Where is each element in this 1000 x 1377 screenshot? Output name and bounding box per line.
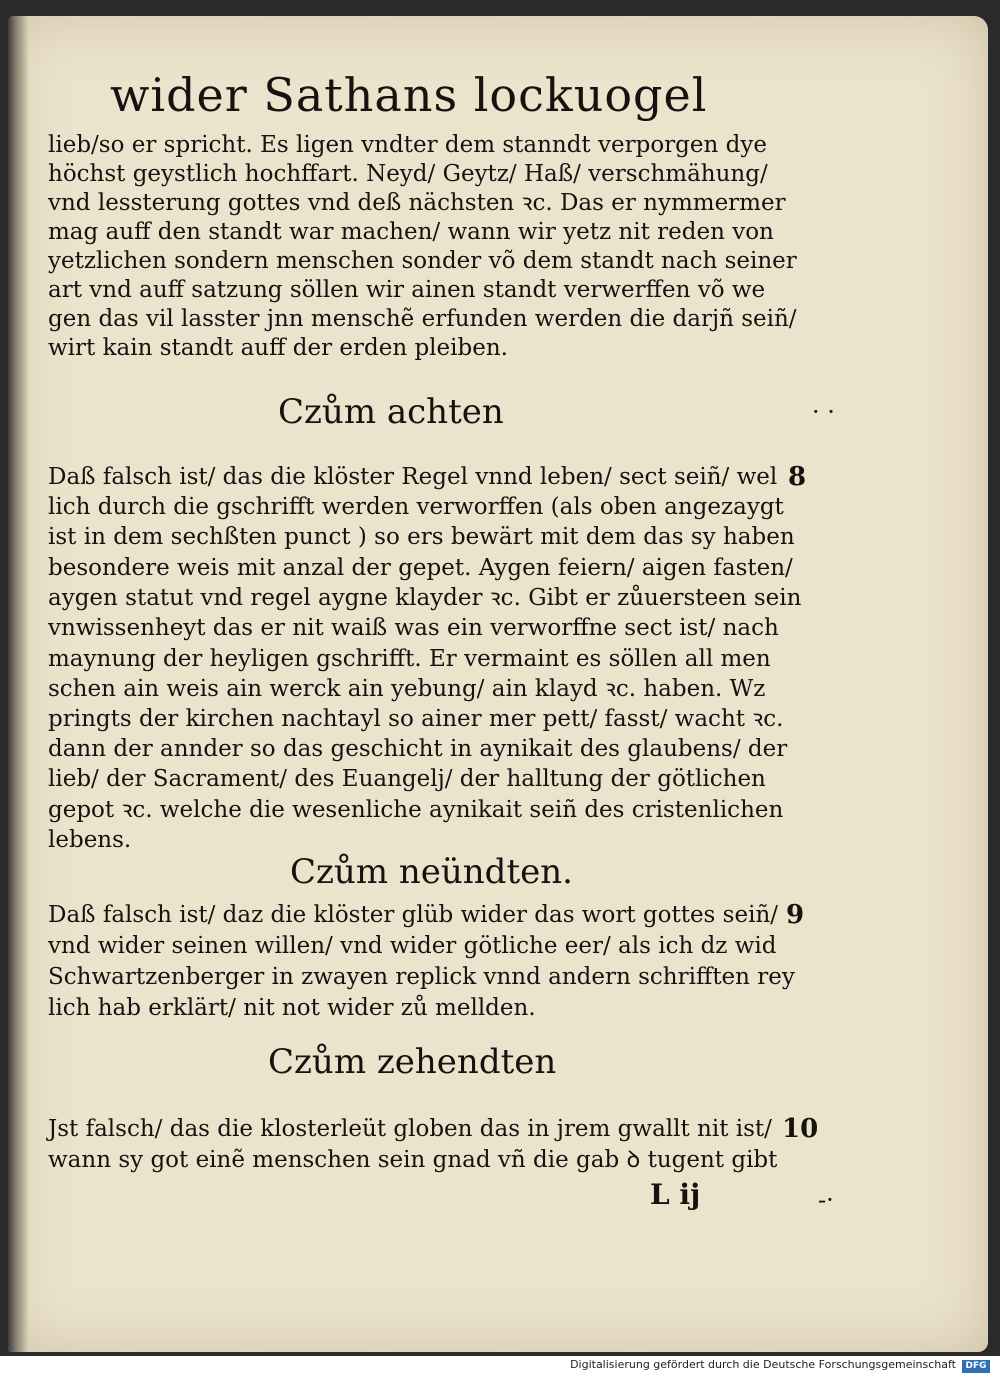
text-line: vnd wider seinen willen/ vnd wider götliche eer/ als ich dz wid [48, 933, 777, 959]
text-line: höchst geystlich hochffart. Neyd/ Geytz/ Haß/ verschmähung/ [48, 161, 768, 187]
stain-mark: · · [812, 398, 835, 426]
dfg-logo-icon: DFG [962, 1360, 990, 1373]
margin-number-9: 9 [786, 900, 805, 930]
text-line: maynung der heyligen gschrifft. Er vermaint es söllen all men [48, 646, 771, 672]
text-line: art vnd auff satzung söllen wir ainen standt verwerffen võ we [48, 277, 766, 303]
running-header: wider Sathans lockuogel [110, 68, 708, 122]
text-line: aygen statut vnd regel aygne klayder ꝛc. Gibt er zůuersteen sein [48, 585, 802, 611]
text-line: lich durch die gschrifft werden verworffen (als oben angezaygt [48, 494, 784, 520]
text-line: wann sy got einẽ menschen sein gnad vñ die gab ꝺ tugent gibt [48, 1147, 778, 1173]
text-line: mag auff den standt war machen/ wann wir yetz nit reden von [48, 219, 774, 245]
section-heading-9: Czům neündten. [290, 852, 573, 892]
section-heading-10: Czům zehendten [268, 1042, 557, 1082]
text-line: ist in dem sechßten punct ) so ers bewärt mit dem das sy haben [48, 524, 795, 550]
text-line: gepot ꝛc. welche die wesenliche aynikait seiñ des cristenlichen [48, 797, 784, 823]
text-line: gen das vil lasster jnn menschẽ erfunden werden die darjñ seiñ/ [48, 306, 797, 332]
section-heading-8: Czům achten [278, 392, 504, 432]
stain-mark: -· [818, 1186, 834, 1214]
text-line: Jst falsch/ das die klosterleüt globen das in jrem gwallt nit ist/ [48, 1116, 772, 1142]
text-line: Schwartzenberger in zwayen replick vnnd andern schrifften rey [48, 964, 795, 990]
book-gutter [8, 16, 28, 1352]
text-line: lich hab erklärt/ nit not wider zů mellden. [48, 995, 536, 1021]
margin-number-10: 10 [782, 1114, 819, 1144]
footer-credit: Digitalisierung gefördert durch die Deutsche Forschungsgemeinschaft [570, 1358, 956, 1371]
margin-number-8: 8 [788, 462, 807, 492]
text-line: wirt kain standt auff der erden pleiben. [48, 335, 508, 361]
text-line: pringts der kirchen nachtayl so ainer mer pett/ fasst/ wacht ꝛc. [48, 706, 784, 732]
text-line: vnwissenheyt das er nit waiß was ein verworffne sect ist/ nach [48, 615, 779, 641]
text-line: vnd lessterung gottes vnd deß nächsten ꝛc. Das er nymmermer [48, 190, 786, 216]
text-line: lieb/ der Sacrament/ des Euangelj/ der halltung der götlichen [48, 766, 766, 792]
text-line: lieb/so er spricht. Es ligen vndter dem stanndt verporgen dye [48, 132, 767, 158]
text-line: lebens. [48, 827, 132, 853]
signature-mark: L ij [650, 1178, 701, 1211]
text-line: Daß falsch ist/ das die klöster Regel vnnd leben/ sect seiñ/ wel [48, 464, 778, 490]
text-line: Daß falsch ist/ daz die klöster glüb wider das wort gottes seiñ/ [48, 902, 779, 928]
text-line: schen ain weis ain werck ain yebung/ ain klayd ꝛc. haben. Wz [48, 676, 766, 702]
text-line: besondere weis mit anzal der gepet. Aygen feiern/ aigen fasten/ [48, 555, 793, 581]
text-line: yetzlichen sondern menschen sonder võ dem standt nach seiner [48, 248, 797, 274]
text-line: dann der annder so das geschicht in aynikait des glaubens/ der [48, 736, 788, 762]
